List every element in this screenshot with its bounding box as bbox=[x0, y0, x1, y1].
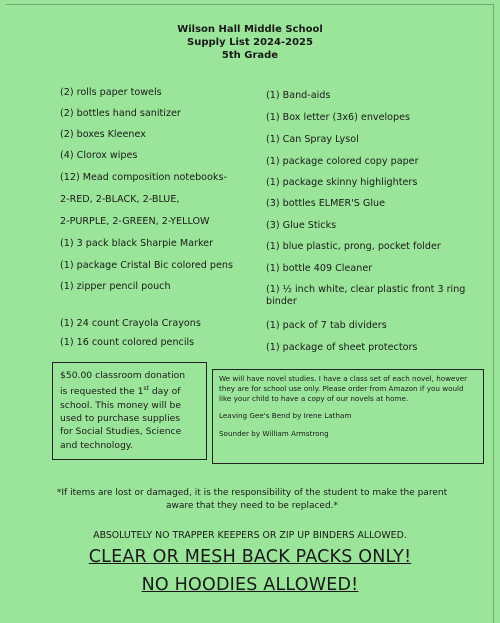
novel-title: Leaving Gee's Bend by Irene Latham bbox=[219, 411, 352, 421]
novels-intro: We will have novel studies. I have a class set of each novel, however they are for school use only. Please order from Amazon if you would like your child to have a copy of our novels at home. bbox=[219, 374, 468, 403]
donation-line: $50.00 classroom donation bbox=[60, 370, 186, 381]
donation-text bbox=[60, 369, 199, 452]
page-border-top bbox=[6, 4, 494, 5]
list-item: (2) boxes Kleenex bbox=[60, 129, 146, 140]
page-header bbox=[0, 23, 500, 62]
list-item: (12) Mead composition notebooks- bbox=[60, 172, 227, 183]
list-item: (2) bottles hand sanitizer bbox=[60, 108, 181, 119]
donation-line: school. This money will be bbox=[60, 399, 181, 411]
donation-text-part: is requested the 1 bbox=[60, 386, 144, 398]
list-item: (1) zipper pencil pouch bbox=[60, 281, 171, 292]
backpack-rule: CLEAR OR MESH BACK PACKS ONLY! bbox=[88, 547, 412, 567]
novels-box bbox=[212, 369, 484, 464]
list-item: (1) Band-aids bbox=[266, 90, 331, 101]
list-item: (2) rolls paper towels bbox=[60, 87, 162, 98]
donation-line: for Social Studies, Science bbox=[60, 426, 182, 438]
list-item: (1) Can Spray Lysol bbox=[266, 134, 359, 145]
list-item: (4) Clorox wipes bbox=[60, 150, 138, 161]
list-item: (1) blue plastic, prong, pocket folder bbox=[266, 241, 441, 252]
list-item: (1) 3 pack black Sharpie Marker bbox=[60, 238, 214, 249]
novel-title: Sounder by William Armstrong bbox=[219, 429, 329, 439]
list-item: (1) ½ inch white, clear plastic front 3 ring binder bbox=[266, 284, 466, 307]
school-name: Wilson Hall Middle School bbox=[177, 24, 323, 35]
list-item: (3) bottles ELMER'S Glue bbox=[266, 198, 386, 209]
list-item: (1) pack of 7 tab dividers bbox=[266, 320, 387, 331]
list-item: (1) bottle 409 Cleaner bbox=[266, 263, 373, 274]
donation-text-part: day of bbox=[148, 386, 181, 398]
list-item: 2-PURPLE, 2-GREEN, 2-YELLOW bbox=[60, 216, 210, 227]
list-item: (1) 24 count Crayola Crayons bbox=[60, 318, 201, 329]
list-item: (1) package of sheet protectors bbox=[266, 342, 418, 353]
list-item: (1) 16 count colored pencils bbox=[60, 337, 195, 348]
grade-label: 5th Grade bbox=[221, 50, 279, 61]
binder-rule: ABSOLUTELY NO TRAPPER KEEPERS OR ZIP UP BINDERS ALLOWED. bbox=[93, 530, 407, 541]
list-item: (1) package Cristal Bic colored pens bbox=[60, 260, 233, 271]
donation-line bbox=[60, 382, 199, 398]
replacement-note: *If items are lost or damaged, it is the responsibility of the student to make the parent aware that they need to be replaced.* bbox=[56, 488, 448, 511]
list-item: (1) package colored copy paper bbox=[266, 156, 419, 167]
hoodie-rule: NO HOODIES ALLOWED! bbox=[141, 575, 359, 595]
donation-box bbox=[52, 362, 207, 460]
list-item: (3) Glue Sticks bbox=[266, 220, 337, 231]
ordinal-suffix: st bbox=[143, 385, 149, 393]
donation-line: and technology. bbox=[60, 439, 133, 451]
donation-line: used to purchase supplies bbox=[60, 412, 181, 424]
list-item: 2-RED, 2-BLACK, 2-BLUE, bbox=[60, 194, 180, 205]
list-item: (1) Box letter (3x6) envelopes bbox=[266, 112, 411, 123]
list-title: Supply List 2024-2025 bbox=[187, 37, 313, 48]
list-item: (1) package skinny highlighters bbox=[266, 177, 418, 188]
